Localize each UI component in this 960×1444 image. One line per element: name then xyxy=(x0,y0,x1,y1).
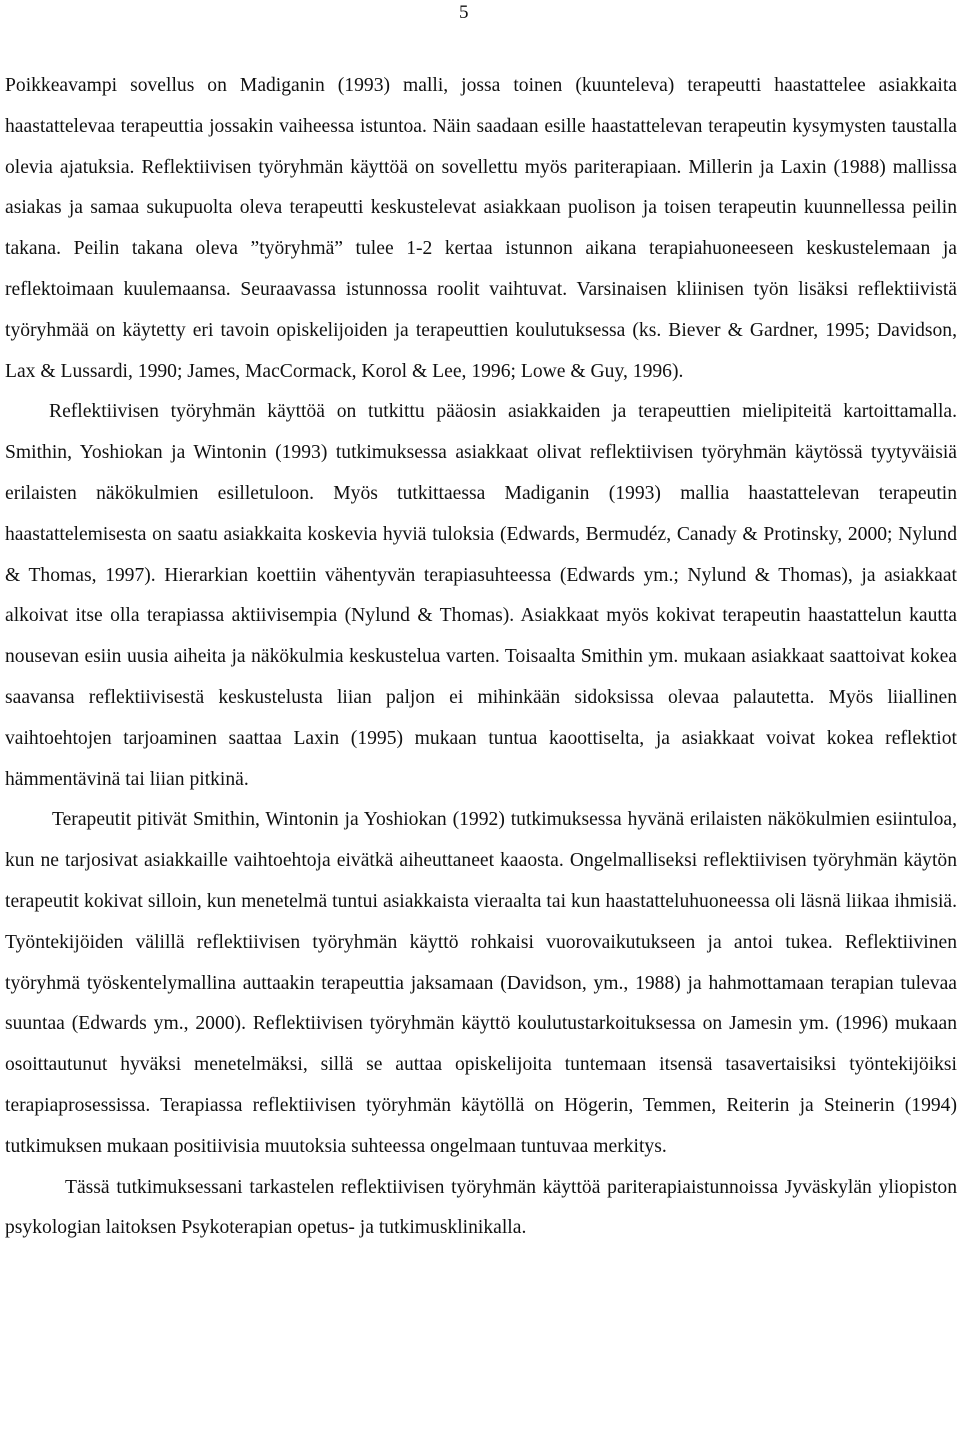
page-number: 5 xyxy=(459,2,469,23)
paragraph-3: Terapeutit pitivät Smithin, Wintonin ja Yoshiokan (1992) tutkimuksessa hyvänä erilaisten näkökulmien esiintuloa, kun ne tarjosivat asiakkaille vaihtoehtoja eivätkä aiheuttaneet kaaosta. Ongelmalliseksi reflektiivisen työryhmän käytön terapeutit kokivat silloin, kun menetelmä tuntui asiakkaista vieraalta tai kun haastatteluhuoneessa oli läsnä liikaa ihmisiä. Työntekijöiden välillä reflektiivisen työryhmän käyttö rohkaisi vuorovaikutukseen ja antoi tukea. Reflektiivinen työryhmä työskentelymallina auttaakin terapeuttia jaksamaan (Davidson, ym., 1988) ja hahmottamaan terapian tulevaa suuntaa (Edwards ym., 2000). Reflektiivisen työryhmän käyttö koulutustarkoituksessa on Jamesin ym. (1996) mukaan osoittautunut hyväksi menetelmäksi, sillä se auttaa opiskelijoita tuntemaan itsensä tasavertaisiksi työntekijöiksi terapiaprosessissa. Terapiassa reflektiivisen työryhmän käytöllä on Högerin, Temmen, Reiterin ja Steinerin (1994) tutkimuksen mukaan positiivisia muutoksia suhteessa ongelmaan tuntuvaa merkitys. xyxy=(5,809,957,1157)
paragraph-2: Reflektiivisen työryhmän käyttöä on tutkittu pääosin asiakkaiden ja terapeuttien mielipiteitä kartoittamalla. Smithin, Yoshiokan ja Wintonin (1993) tutkimuksessa asiakkaat olivat reflektiivisen työryhmän käytössä tyytyväisiä erilaisten näkökulmien esilletuloon. Myös tutkittaessa Madiganin (1993) mallia haastattelevan terapeutin haastattelemisesta on saatu asiakkaita koskevia hyviä tuloksia (Edwards, Bermudéz, Canady & Protinsky, 2000; Nylund & Thomas, 1997). Hierarkian koettiin vähentyvän terapiasuhteessa (Edwards ym.; Nylund & Thomas), ja asiakkaat alkoivat itse olla terapiassa aktiivisempia (Nylund & Thomas). Asiakkaat myös kokivat terapeutin haastattelun kautta nousevan esiin uusia aiheita ja näkökulmia keskustelua varten. Toisaalta Smithin ym. mukaan asiakkaat saattoivat kokea saavansa reflektiivisestä keskustelusta liian paljon ei mihinkään sidoksissa olevaa palautetta. Myös liiallinen vaihtoehtojen tarjoaminen saattaa Laxin (1995) mukaan tuntua kaoottiselta, ja asiakkaat voivat kokea reflektiot hämmentävinä tai liian pitkinä. xyxy=(5,401,957,790)
paragraph-1: Poikkeavampi sovellus on Madiganin (1993) malli, jossa toinen (kuunteleva) terapeutti haastattelee asiakkaita haastattelevaa terapeuttia jossakin vaiheessa istuntoa. Näin saadaan esille haastattelevan terapeutin kysymysten taustalla olevia ajatuksia. Reflektiivisen työryhmän käyttöä on sovellettu myös pariterapiaan. Millerin ja Laxin (1988) mallissa asiakas ja samaa sukupuolta oleva terapeutti keskustelevat asiakkaan puolison ja toisen terapeutin kuunnellessa peilin takana. Peilin takana oleva ”työryhmä” tulee 1-2 kertaa istunnon aikana terapiahuoneeseen keskustelemaan ja reflektoimaan kuulemaansa. Seuraavassa istunnossa roolit vaihtuvat. Varsinaisen kliinisen työn lisäksi reflektiivistä työryhmää on käytetty eri tavoin opiskelijoiden ja terapeuttien koulutuksessa (ks. Biever & Gardner, 1995; Davidson, Lax & Lussardi, 1990; James, MacCormack, Korol & Lee, 1996; Lowe & Guy, 1996). xyxy=(5,75,957,382)
body-text xyxy=(5,66,957,1249)
paragraph-4: Tässä tutkimuksessani tarkastelen reflektiivisen työryhmän käyttöä pariterapiaistunnoissa Jyväskylän yliopiston psykologian laitoksen Psykoterapian opetus- ja tutkimusklinikalla. xyxy=(5,1176,957,1239)
